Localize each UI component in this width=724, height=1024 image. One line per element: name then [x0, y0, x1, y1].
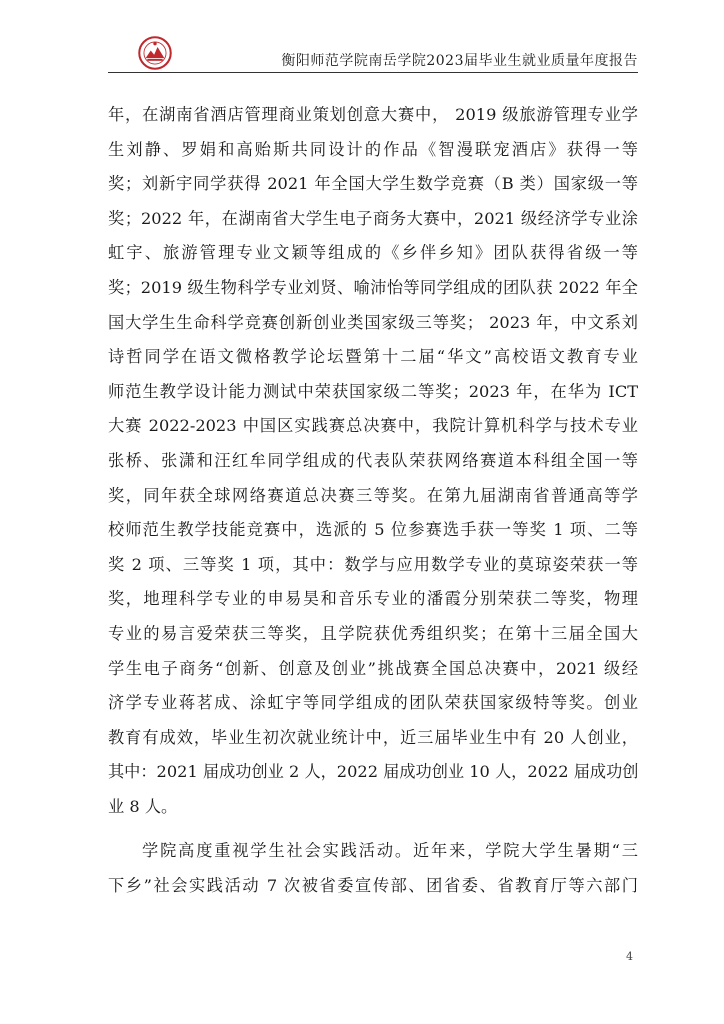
page-header — [108, 28, 638, 72]
text-line: 奖，同年获全球网络赛道总决赛三等奖。在第九届湖南省普通高等学 — [108, 485, 638, 505]
header-title: 衡阳师范学院南岳学院2023届毕业生就业质量年度报告 — [281, 53, 638, 69]
text-line: 虹宇、旅游管理专业文颖等组成的《乡伴乡知》团队获得省级一等 — [108, 243, 638, 263]
text-line: 学院高度重视学生社会实践活动。近年来，学院大学生暑期“三 — [142, 841, 638, 861]
text-line: 大赛 2022-2023 中国区实践赛总决赛中，我院计算机科学与技术专业 — [108, 416, 638, 436]
text-line: 奖，地理科学专业的申易昊和音乐专业的潘霞分别荣获二等奖，物理 — [108, 589, 638, 609]
paragraph-2 — [108, 836, 638, 905]
text-line: 奖 2 项、三等奖 1 项，其中：数学与应用数学专业的莫琼姿荣获一等 — [108, 554, 638, 574]
text-line: 奖；刘新宇同学获得 2021 年全国大学生数学竞赛（B 类）国家级一等 — [108, 174, 638, 194]
header-divider — [108, 72, 638, 73]
text-line: 张桥、张潇和汪红牟同学组成的代表队荣获网络赛道本科组全国一等 — [108, 450, 638, 470]
text-line: 下乡”社会实践活动 7 次被省委宣传部、团省委、省教育厅等六部门 — [108, 876, 638, 896]
body-text — [108, 100, 638, 906]
text-line: 年，在湖南省酒店管理商业策划创意大赛中， 2019 级旅游管理专业学 — [108, 105, 638, 124]
text-line: 专业的易言爱荣获三等奖，且学院获优秀组织奖；在第十三届全国大 — [108, 623, 638, 643]
text-line: 校师范生教学技能竞赛中，选派的 5 位参赛选手获一等奖 1 项、二等 — [108, 520, 638, 540]
text-line: 生刘静、罗娟和高贻斯共同设计的作品《智漫联宠酒店》获得一等 — [108, 139, 638, 159]
page-number: 4 — [626, 950, 633, 963]
text-line: 其中：2021 届成功创业 2 人，2022 届成功创业 10 人，2022 届成功创 — [108, 762, 638, 782]
paragraph-1 — [108, 100, 638, 826]
text-line: 奖；2019 级生物科学专业刘贤、喻沛怡等同学组成的团队获 2022 年全 — [108, 277, 638, 297]
text-line: 学生电子商务“创新、创意及创业”挑战赛全国总决赛中，2021 级经 — [108, 658, 638, 678]
college-seal-icon — [138, 36, 172, 70]
paragraph-spacing — [108, 826, 638, 836]
text-line: 师范生教学设计能力测试中荣获国家级二等奖；2023 年，在华为 ICT — [108, 381, 638, 401]
text-line: 国大学生生命科学竞赛创新创业类国家级三等奖； 2023 年，中文系刘 — [108, 312, 638, 332]
text-line: 业 8 人。 — [108, 796, 178, 816]
text-line: 诗哲同学在语文微格教学论坛暨第十二届“华文”高校语文教育专业 — [108, 347, 638, 367]
text-line: 奖；2022 年，在湖南省大学生电子商务大赛中，2021 级经济学专业涂 — [108, 208, 638, 228]
text-line: 济学专业蒋茗成、涂虹宇等同学组成的团队荣获国家级特等奖。创业 — [108, 693, 638, 713]
text-line: 教育有成效，毕业生初次就业统计中，近三届毕业生中有 20 人创业， — [108, 727, 638, 747]
